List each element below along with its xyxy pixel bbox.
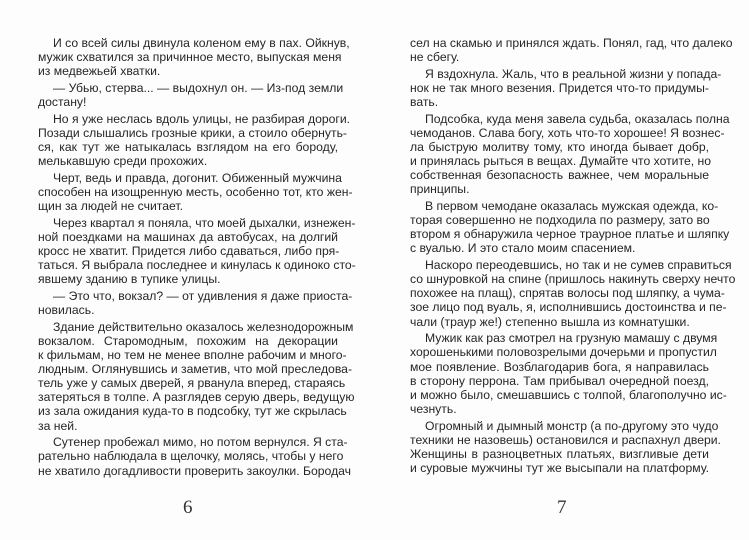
text-line: чемоданов. Слава богу, хоть что-то хорошее! Я вознес- <box>410 125 725 140</box>
text-line: из зала ожидания куда-то в подсобку, тут же скрылась <box>38 404 347 419</box>
page-number-left: 6 <box>183 497 193 518</box>
text-line: И со всей силы двинула коленом ему в пах. Ойкнув, <box>53 36 350 50</box>
paragraph <box>38 319 355 433</box>
text-line: Я вздохнула. Жаль, что в реальной жизни у попада- <box>425 66 722 81</box>
text-line: зое лицо под вуаль, я, исполнившись достоинства и пе- <box>410 300 727 315</box>
text-line: ной поездками на машинах да автобусах, на долгий <box>38 229 338 244</box>
paragraph <box>410 111 730 197</box>
text-line: сел на скамью и принялся ждать. Понял, гад, что далеко <box>410 36 733 50</box>
text-line: и принялась рыться в вещах. Думайте что хотите, но <box>410 154 711 169</box>
text-line: за ней. <box>38 418 78 433</box>
text-line: техники не назовешь) остановился и распахнул двери. <box>410 432 721 447</box>
text-line: явшему зданию в тупике улицы. <box>38 272 221 287</box>
text-line: щин за людей не считает. <box>38 199 183 214</box>
paragraph <box>38 80 344 110</box>
text-line: Здание действительно оказалось железнодорожным <box>53 319 354 334</box>
paragraph <box>38 170 353 214</box>
text-line: торая совершенно не подходила по размеру, зато во <box>410 213 710 228</box>
text-line: вать. <box>410 95 439 110</box>
text-line: Подсобка, куда меня завела судьба, оказалась полна <box>425 111 730 126</box>
text-line: затеряться в толпе. А разглядев серую дверь, ведущую <box>38 390 355 405</box>
text-line: таться. Я выбрала последнее и кинулась к одиноко сто- <box>38 258 356 273</box>
left-page-text <box>38 36 356 480</box>
text-line: Сутенер пробежал мимо, но потом вернулся. Я ста- <box>53 435 348 450</box>
text-line: — Это что, вокзал? — от удивления я даже приоста- <box>53 289 353 304</box>
text-line: втором я обнаружила черное траурное платье и шляпку <box>410 227 730 242</box>
text-line: тель уже у самых дверей, я рванула вперед, стараясь <box>38 376 346 391</box>
text-line: способен на изощренную месть, особенно тот, кто жен- <box>38 185 353 199</box>
paragraph <box>38 215 356 287</box>
text-line: не хватило догадливости проверить закоулки. Бородач <box>38 463 352 478</box>
text-line: Позади слышались грозные крики, а стоило обернуть- <box>38 125 347 140</box>
paragraph <box>410 418 721 475</box>
page-number-right: 7 <box>557 497 567 518</box>
text-line: собственная безопасность важнее, чем моральные <box>410 168 709 183</box>
text-line: мое появление. Возблагодарив бога, я направилась <box>410 359 709 374</box>
paragraph <box>38 435 352 478</box>
text-line: новилась. <box>38 303 95 318</box>
text-line: со шнуровкой на спине (пришлось накинуть сверху нечто <box>410 272 736 287</box>
text-line: принципы. <box>410 182 470 197</box>
text-line: из медвежьей хватки. <box>38 64 161 79</box>
text-line: с вуалью. И это стало моим спасением. <box>410 241 636 256</box>
text-line: ся, как тут же натыкалась взглядом на его бороду, <box>38 140 338 155</box>
text-line: похожее на плащ), спрятав волосы под шляпку, а чума- <box>410 286 725 301</box>
text-line: вокзалом. Старомодным, похожим на декорации <box>38 334 338 348</box>
text-line: Черт, ведь и правда, догонит. Обиженный мужчина <box>53 170 342 185</box>
text-line: в сторону перрона. Там прибывал очередной поезд, <box>410 373 709 388</box>
paragraph <box>410 331 727 416</box>
text-line: Но я уже неслась вдоль улицы, не разбирая дороги. <box>53 111 351 126</box>
text-line: людным. Оглянувшись и заметив, что мой преследова- <box>38 362 353 377</box>
paragraph <box>410 36 733 65</box>
text-line: и суровые мужчины тут же высыпали на платформу. <box>410 460 709 475</box>
paragraph <box>410 66 722 110</box>
paragraph <box>410 199 730 256</box>
text-line: чали (траур же!) степенно вышла из комнатушки. <box>410 314 690 329</box>
text-line: достану! <box>38 95 87 110</box>
text-line: и можно было, смешавшись с толпой, благополучно ис- <box>410 387 727 402</box>
text-line: Женщины в разноцветных платьях, визгливые дети <box>410 446 709 461</box>
text-line: Мужик как раз смотрел на грузную мамашу с двумя <box>425 331 718 346</box>
text-line: Наскоро переодевшись, но так и не сумев справиться <box>425 258 732 273</box>
paragraph <box>410 258 736 329</box>
text-line: В первом чемодане оказалась мужская одежда, ко- <box>425 199 719 214</box>
text-line: ла быструю молитву тому, кто иногда бывает добр, <box>410 140 709 155</box>
text-line: мелькавшую среди прохожих. <box>38 154 208 169</box>
right-page-text <box>410 36 736 478</box>
text-line: не сбегу. <box>410 50 460 65</box>
text-line: чезнуть. <box>410 401 457 416</box>
text-line: хорошенькими половозрелыми дочерьми и пропустил <box>410 345 717 360</box>
text-line: рательно наблюдала в щелочку, молясь, чтобы у него <box>38 449 344 464</box>
text-line: Огромный и дымный монстр (а по-другому это чудо <box>425 418 719 433</box>
paragraph <box>38 111 351 169</box>
text-line: кросс не хватит. Придется либо сдаваться, либо пря- <box>38 244 340 259</box>
text-line: к фильмам, но тем не менее вполне рабочим и много- <box>38 348 347 363</box>
text-line: нок не так много везения. Придется что-то придумы- <box>410 80 709 95</box>
paragraph <box>38 36 350 79</box>
text-line: Через квартал я поняла, что моей дыхалки, изнежен- <box>53 215 356 230</box>
paragraph <box>38 289 353 318</box>
text-line: — Убью, стерва... — выдохнул он. — Из-под земли <box>53 80 344 95</box>
text-line: мужик схватился за причинное место, выпуская меня <box>38 50 342 65</box>
